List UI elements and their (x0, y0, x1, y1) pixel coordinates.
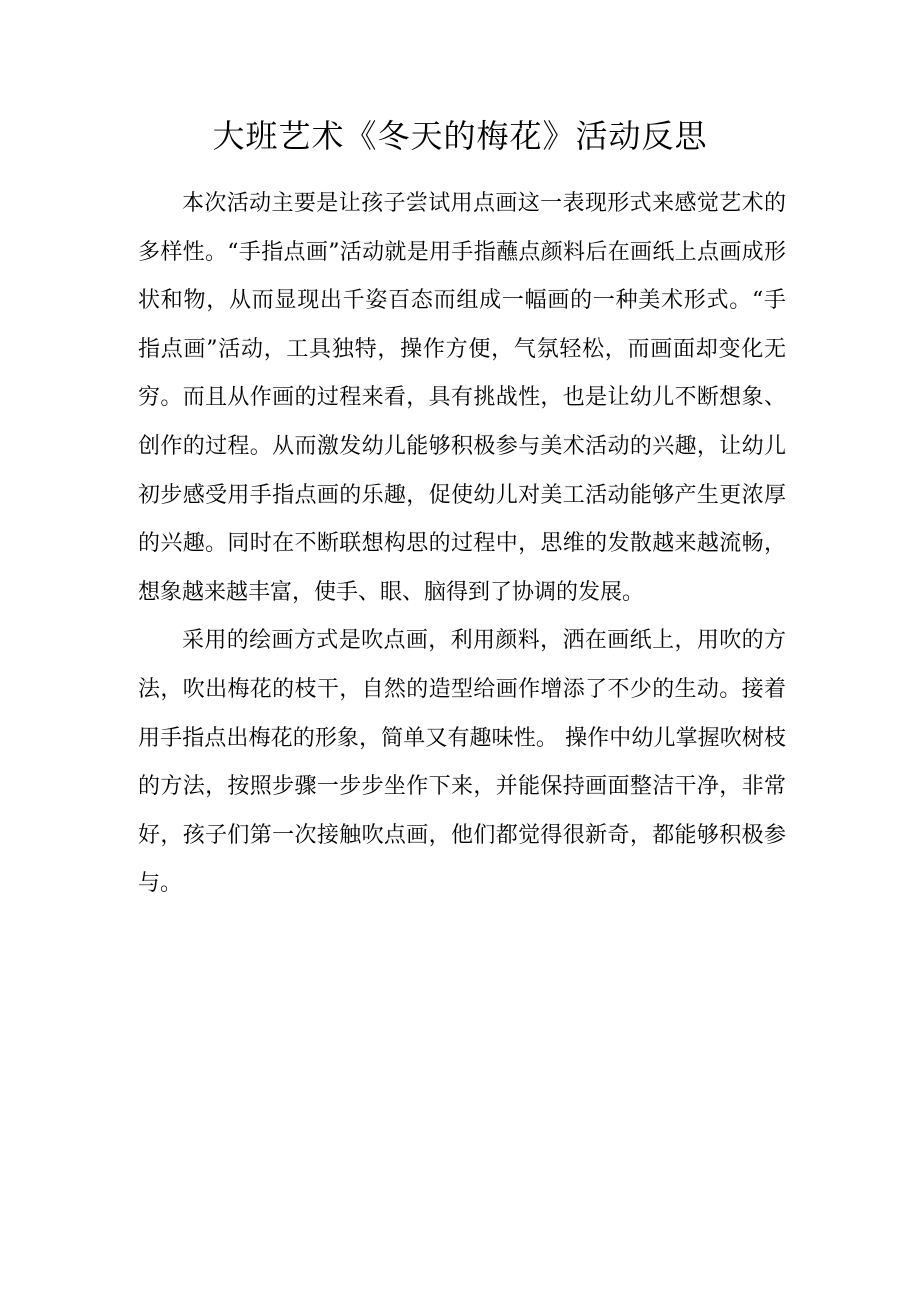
paragraph-2: 采用的绘画方式是吹点画，利用颜料，洒在画纸上，用吹的方法，吹出梅花的枝干，自然的造型给画作增添了不少的生动。接着用手指点出梅花的形象，简单又有趣味性。 操作中幼儿掌握吹树枝的方法，按照步骤一步步坐作下来，并能保持画面整洁干净，非常好，孩子们第一次接触吹点画，他们都觉得很新奇，都能够积极参与。 (138, 628, 786, 897)
document-title: 大班艺术《冬天的梅花》活动反思 (212, 117, 708, 155)
document-body (138, 180, 786, 909)
paragraph-1: 本次活动主要是让孩子尝试用点画这一表现形式来感觉艺术的多样性。“手指点画”活动就是用手指蘸点颜料后在画纸上点画成形状和物，从而显现出千姿百态而组成一幅画的一种美术形式。“手指点画”活动，工具独特，操作方便，气氛轻松，而画面却变化无穷。而且从作画的过程来看，具有挑战性，也是让幼儿不断想象、创作的过程。从而激发幼儿能够积极参与美术活动的兴趣，让幼儿初步感受用手指点画的乐趣，促使幼儿对美工活动能够产生更浓厚的兴趣。同时在不断联想构思的过程中，思维的发散越来越流畅，想象越来越丰富，使手、眼、脑得到了协调的发展。 (138, 191, 786, 605)
